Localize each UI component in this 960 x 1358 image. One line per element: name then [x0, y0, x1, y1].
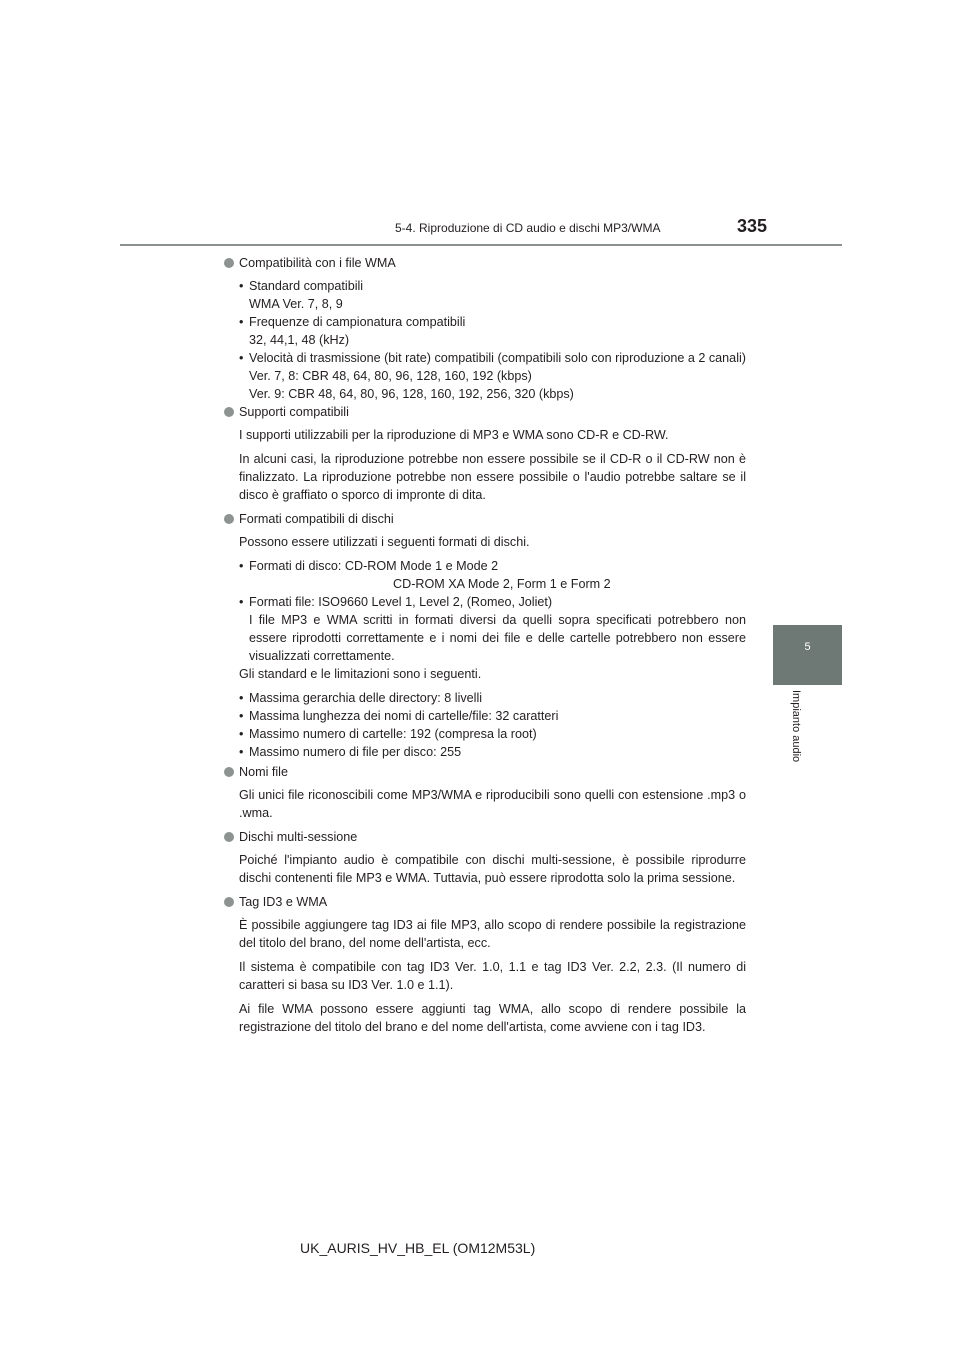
item-label: • Velocità di trasmissione (bit rate) compatibili (compatibili solo con riproduzione a 2 canali)	[249, 351, 746, 365]
page-number: 335	[737, 216, 768, 236]
paragraph: I supporti utilizzabili per la riproduzione di MP3 e WMA sono CD-R e CD-RW.	[239, 428, 669, 442]
list-item: • Massimo numero di cartelle: 192 (compresa la root)	[239, 725, 746, 743]
wma-spec-list	[239, 277, 746, 403]
list-item	[239, 593, 746, 665]
bullet-dot-icon	[224, 832, 234, 842]
section-heading-wma	[224, 254, 746, 272]
paragraph: Il sistema è compatibile con tag ID3 Ver. 1.0, 1.1 e tag ID3 Ver. 2.2, 2.3. (Il numero di caratteri si basa su ID3 Ver. 1.0 e 1.1).	[239, 960, 746, 992]
item-label: • Frequenze di campionatura compatibili	[249, 315, 466, 329]
bullet-dot-icon	[224, 897, 234, 907]
format-list	[239, 557, 746, 665]
item-value: Ver. 7, 8: CBR 48, 64, 80, 96, 128, 160, 192 (kbps)	[249, 369, 532, 383]
bullet-dot-icon	[224, 514, 234, 524]
chapter-label: Impianto audio	[790, 690, 802, 763]
section-heading-multisession	[224, 828, 746, 846]
paragraph: Ai file WMA possono essere aggiunti tag WMA, allo scopo di rendere possibile la registrazione del titolo del brano e del nome dell'artista, come avviene con i tag ID3.	[239, 1002, 746, 1034]
bullet-dot-icon	[224, 767, 234, 777]
item-value: • Formati di disco: CD-ROM Mode 1 e Mode 2	[249, 559, 499, 573]
section-title: 5-4. Riproduzione di CD audio e dischi MP3/WMA	[395, 221, 661, 235]
list-item	[239, 557, 746, 593]
item-value: I file MP3 e WMA scritti in formati diversi da quelli sopra specificati potrebbero non essere riprodotti correttamente e i nomi dei file e delle cartelle potrebbero non essere visualizzati correttamente.	[249, 613, 746, 663]
section-heading-formats	[224, 510, 746, 528]
heading-text: Formati compatibili di dischi	[239, 512, 394, 526]
list-item	[239, 313, 746, 349]
paragraph: Gli standard e le limitazioni sono i seguenti.	[239, 667, 482, 681]
limits-list	[239, 689, 746, 761]
document-code: UK_AURIS_HV_HB_EL (OM12M53L)	[300, 1240, 536, 1256]
paragraph: In alcuni casi, la riproduzione potrebbe non essere possibile se il CD-R o il CD-RW non è finalizzato. La riproduzione potrebbe non essere possibile o l'audio potrebbe saltare se il disco è graffiato o sporco di impronte di dita.	[239, 452, 746, 502]
heading-text: Tag ID3 e WMA	[239, 895, 328, 909]
list-item	[239, 277, 746, 313]
item-value: 32, 44,1, 48 (kHz)	[249, 333, 350, 347]
section-heading-filenames	[224, 763, 746, 781]
paragraph: È possibile aggiungere tag ID3 ai file MP3, allo scopo di rendere possibile la registrazione del titolo del brano, del nome dell'artista, ecc.	[239, 918, 746, 950]
list-item: • Massima gerarchia delle directory: 8 livelli	[239, 689, 746, 707]
list-item: • Massima lunghezza dei nomi di cartelle/file: 32 caratteri	[239, 707, 746, 725]
bullet-dot-icon	[224, 258, 234, 268]
heading-text: Compatibilità con i file WMA	[239, 256, 396, 270]
chapter-tab	[773, 625, 842, 685]
item-value: • Formati file: ISO9660 Level 1, Level 2, (Romeo, Joliet)	[249, 595, 553, 609]
heading-text: Nomi file	[239, 765, 288, 779]
heading-text: Dischi multi-sessione	[239, 830, 358, 844]
item-value: CD-ROM XA Mode 2, Form 1 e Form 2	[393, 577, 611, 591]
list-item	[239, 349, 746, 403]
item-value: WMA Ver. 7, 8, 9	[249, 297, 343, 311]
bullet-dot-icon	[224, 407, 234, 417]
header-divider	[120, 244, 842, 246]
heading-text: Supporti compatibili	[239, 405, 349, 419]
item-value: Ver. 9: CBR 48, 64, 80, 96, 128, 160, 192, 256, 320 (kbps)	[249, 387, 574, 401]
section-heading-tags	[224, 893, 746, 911]
paragraph: Possono essere utilizzati i seguenti formati di dischi.	[239, 535, 530, 549]
paragraph: Poiché l'impianto audio è compatibile con dischi multi-sessione, è possibile riprodurre dischi contenenti file MP3 e WMA. Tuttavia, può essere riprodotta solo la prima sessione.	[239, 853, 746, 885]
paragraph: Gli unici file riconoscibili come MP3/WMA e riproducibili sono quelli con estensione .mp3 o .wma.	[239, 788, 746, 820]
list-item: • Massimo numero di file per disco: 255	[239, 743, 746, 761]
section-heading-supports	[224, 403, 746, 421]
chapter-number: 5	[804, 641, 811, 653]
item-label: • Standard compatibili	[249, 279, 364, 293]
page-content	[224, 254, 746, 1042]
